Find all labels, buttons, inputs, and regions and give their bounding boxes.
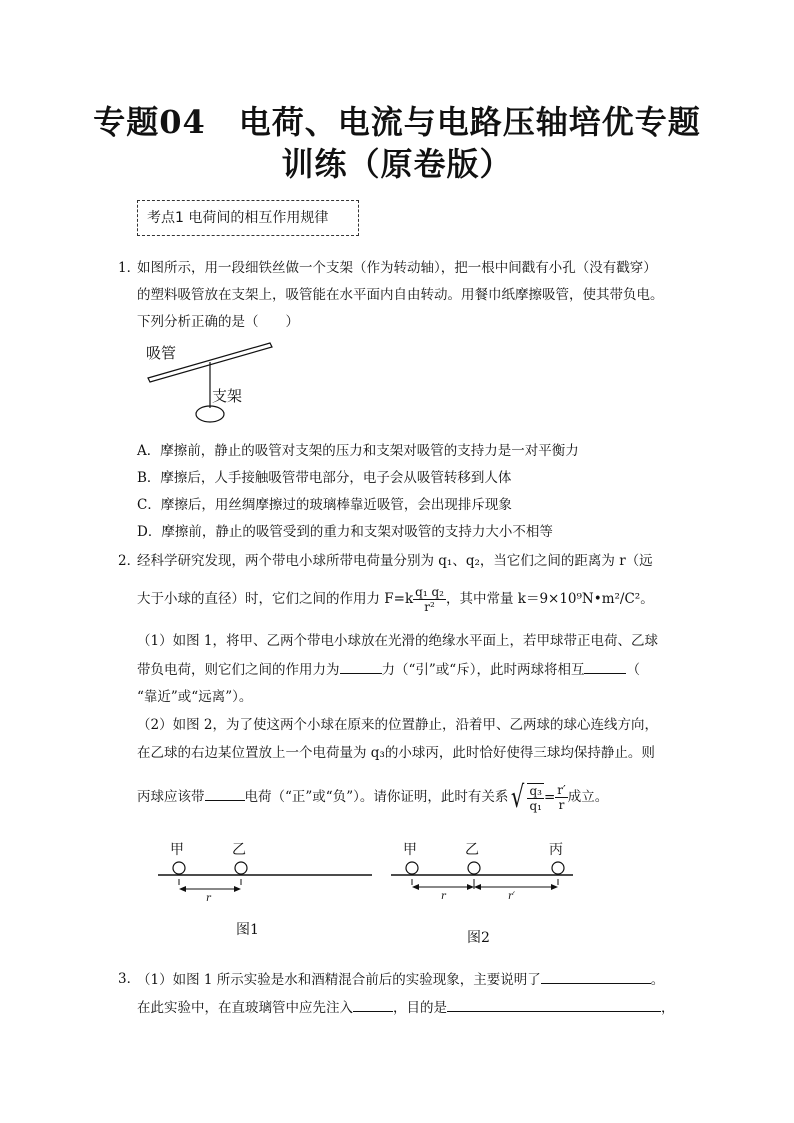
q2-p1-line1: （1）如图 1，将甲、乙两个带电小球放在光滑的绝缘水平面上，若甲球带正电荷、乙球 [137, 633, 658, 649]
fig1-label-yi: 乙 [232, 842, 246, 858]
q1-text-line2: 的塑料吸管放在支架上，吸管能在水平面内自由转动。用餐巾纸摩擦吸管，使其带负电。 [137, 287, 664, 303]
q2-p2-line3-a: 丙球应该带 [137, 789, 205, 805]
distance-ratio-fraction [555, 783, 567, 812]
q1-figure [140, 338, 280, 430]
answer-blank-force-type[interactable] [340, 659, 382, 674]
answer-blank-first-liquid[interactable] [353, 997, 393, 1012]
q2-p1-line2-a: 带负电荷，则它们之间的作用力为 [137, 662, 340, 678]
fig1-label-jia: 甲 [170, 842, 184, 858]
q3-line2-b: ，目的是 [393, 1000, 447, 1016]
fraction-numerator: q₁ q₂ [415, 585, 444, 599]
q2-p1-line2-c: （ [626, 662, 640, 678]
fig1-ball-yi [235, 862, 247, 874]
sqrt-numerator: q₃ [529, 784, 542, 798]
q2-p2-line3-c: 成立。 [567, 789, 609, 805]
page-title-line2: 训练（原卷版） [281, 145, 513, 183]
fig2-arrow-1-right [467, 884, 474, 890]
coulomb-fraction [413, 585, 446, 614]
figure-1 [150, 835, 380, 945]
q2-line2-part-a: 大于小球的直径）时，它们之间的作用力 F=k [137, 591, 414, 607]
fig2-label-yi: 乙 [465, 842, 479, 858]
q3-line2-end: ， [661, 1000, 675, 1016]
q1-number: 1． [118, 260, 141, 276]
fig1-caption: 图1 [236, 922, 259, 938]
q3-line2-a: 在此实验中，在直玻璃管中应先注入 [137, 1000, 353, 1016]
answer-blank-conclusion[interactable] [541, 969, 651, 984]
q2-number: 2． [118, 553, 141, 569]
fig1-ball-jia [173, 862, 185, 874]
fig1-arrow-right [234, 886, 241, 892]
fig2-arrow-2-left [474, 884, 481, 890]
support-label: 支架 [212, 387, 243, 405]
distance-numerator: r′ [557, 783, 566, 797]
answer-blank-purpose[interactable] [447, 997, 661, 1012]
fig2-ball-jia [406, 862, 418, 874]
q1-text-line1: 如图所示，用一段细铁丝做一个支架（作为转动轴），把一根中间戳有小孔（没有戳穿） [137, 260, 657, 276]
fig2-label-r-prime: r′ [508, 891, 516, 902]
figure-1-diagram [150, 835, 380, 945]
straw-label: 吸管 [146, 344, 177, 362]
q2-text-line1: 经科学研究发现，两个带电小球所带电荷量分别为 q₁、q₂，当它们之间的距离为 r（远 [137, 553, 653, 569]
section-label: 考点1 电荷间的相互作用规律 [147, 210, 329, 226]
fraction-denominator: r² [424, 600, 435, 614]
answer-blank-motion[interactable] [584, 659, 626, 674]
sqrt-fraction [527, 783, 544, 813]
q1-text-line3: 下列分析正确的是（ ） [137, 314, 299, 330]
q3-line2 [137, 997, 675, 1018]
fig2-ball-yi [468, 862, 480, 874]
q3-number: 3． [118, 971, 141, 987]
q2-p2-line2: 在乙球的右边某位置放上一个电荷量为 q₃的小球丙，此时恰好使得三球均保持静止。则 [137, 745, 655, 761]
q2-p1-line2 [137, 659, 640, 680]
q1-option-a: A．摩擦前，静止的吸管对支架的压力和支架对吸管的支持力是一对平衡力 [137, 443, 579, 459]
q2-p1-line2-b: 力（“引”或“斥），此时两球将相互 [381, 662, 585, 678]
fig2-arrow-1-left [412, 884, 419, 890]
section-label-box [137, 200, 359, 236]
sqrt-sign: √ [511, 780, 525, 815]
fig2-label-bing: 丙 [549, 842, 563, 858]
q1-option-c: C．摩擦后，用丝绸摩擦过的玻璃棒靠近吸管，会出现排斥现象 [137, 497, 512, 513]
fig1-label-r: r [206, 893, 211, 904]
q2-p2-line3 [137, 773, 608, 822]
distance-denominator: r [558, 798, 565, 812]
fig2-arrow-2-right [551, 884, 558, 890]
page-title: 专题04 电荷、电流与电路压轴培优专题 [93, 103, 701, 141]
fig2-label-r: r [441, 891, 446, 902]
q1-option-b: B．摩擦后，人手接触吸管带电部分，电子会从吸管转移到人体 [137, 470, 512, 486]
figure-2 [385, 835, 585, 951]
q2-line2-part-b: ，其中常量 k＝9×10⁹N•m²/C²。 [445, 591, 654, 607]
support-base [196, 406, 224, 422]
q2-p2-line3-b: 电荷（“正”或“负”）。请你证明，此时有关系 [244, 789, 509, 805]
q3-line1 [137, 969, 664, 990]
q2-text-line2 [137, 582, 654, 616]
q3-line1-text: （1）如图 1 所示实验是水和酒精混合前后的实验现象，主要说明了 [137, 972, 541, 988]
fig2-caption: 图2 [467, 930, 490, 946]
fig2-label-jia: 甲 [403, 842, 417, 858]
q1-option-d: D．摩擦前，静止的吸管受到的重力和支架对吸管的支持力大小不相等 [137, 524, 553, 540]
equals-sign: = [543, 789, 556, 806]
q2-p2-line1: （2）如图 2，为了使这两个小球在原来的位置静止，沿着甲、乙两球的球心连线方向， [137, 717, 658, 733]
fig2-ball-bing [552, 862, 564, 874]
q3-line1-end: 。 [650, 972, 665, 988]
fig1-arrow-left [179, 886, 186, 892]
sqrt-denominator: q₁ [529, 799, 542, 813]
sqrt-ratio [508, 774, 544, 822]
q2-p1-line3: “靠近”或“远离”）。 [137, 689, 253, 705]
answer-blank-charge-sign[interactable] [205, 786, 245, 801]
